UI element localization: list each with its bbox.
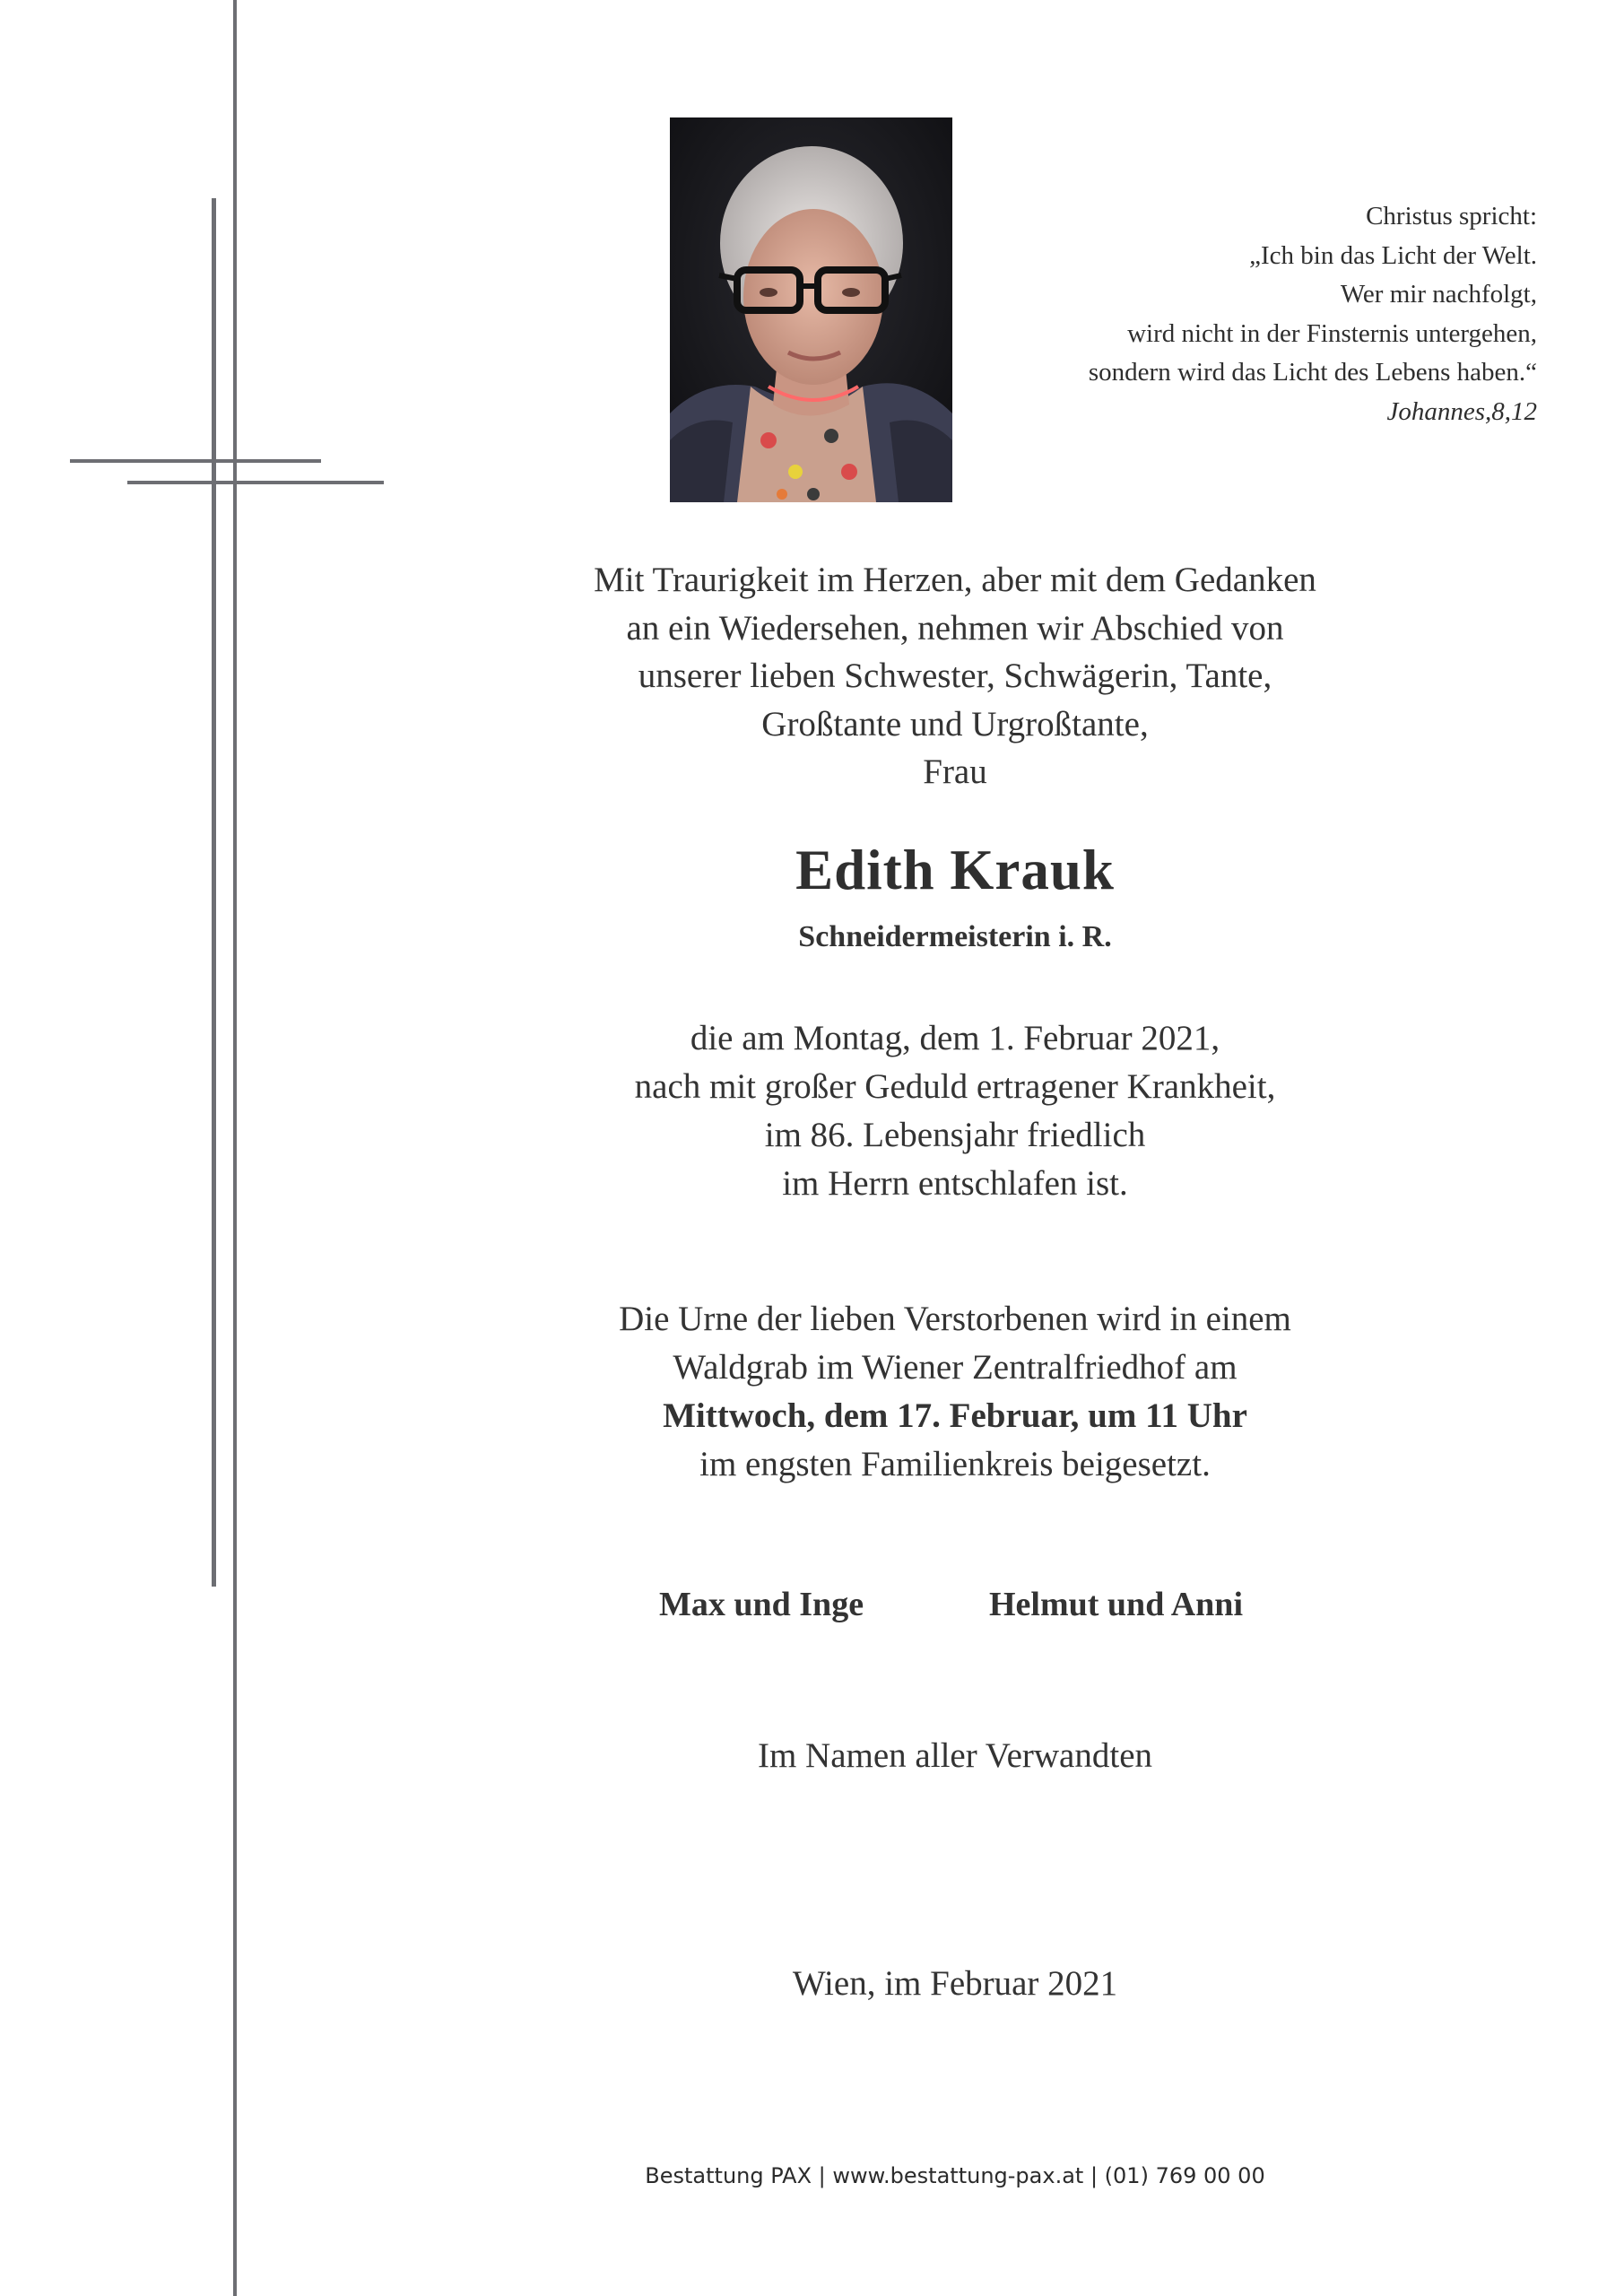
deceased-profession: Schneidermeisterin i. R. — [798, 920, 1112, 953]
deceased-name: Edith Krauk — [795, 839, 1115, 901]
quote-line: wird nicht in der Finsternis untergehen, — [1127, 318, 1537, 348]
burial-line: Die Urne der lieben Verstorbenen wird in einem — [619, 1300, 1291, 1338]
quote-line: Wer mir nachfolgt, — [1340, 280, 1537, 309]
intro-line: Frau — [923, 752, 987, 792]
burial-info — [502, 1295, 1408, 1489]
burial-date: Mittwoch, dem 17. Februar, um 11 Uhr — [663, 1396, 1247, 1435]
portrait-photo — [670, 117, 952, 502]
intro-line: an ein Wiedersehen, nehmen wir Abschied von — [626, 608, 1284, 648]
death-line: die am Montag, dem 1. Februar 2021, — [690, 1019, 1220, 1057]
quote-line: Christus spricht: — [1366, 202, 1537, 230]
cross-horizontal-bar-bottom — [127, 481, 384, 484]
footer-contact: Bestattung PAX | www.bestattung-pax.at | (01) 769 00 00 — [645, 2163, 1265, 2188]
cross-vertical-bar-right — [233, 0, 237, 2296]
death-line: im Herrn entschlafen ist. — [782, 1164, 1128, 1203]
death-line: nach mit großer Geduld ertragener Krankheit, — [634, 1067, 1276, 1106]
intro-line: unserer lieben Schwester, Schwägerin, Tante, — [638, 657, 1272, 696]
bible-quote — [963, 197, 1537, 431]
cross-vertical-bar-left — [212, 198, 216, 1587]
death-line: im 86. Lebensjahr friedlich — [764, 1116, 1146, 1154]
burial-line: Waldgrab im Wiener Zentralfriedhof am — [673, 1348, 1238, 1387]
burial-line: im engsten Familienkreis beigesetzt. — [699, 1445, 1211, 1483]
relatives-name: Max und Inge — [659, 1586, 864, 1623]
place-date: Wien, im Februar 2021 — [792, 1964, 1118, 2003]
quote-source: Johannes,8,12 — [1386, 396, 1537, 426]
relatives-name: Helmut und Anni — [989, 1586, 1243, 1623]
intro-line: Mit Traurigkeit im Herzen, aber mit dem Gedanken — [594, 561, 1316, 599]
portrait-illustration — [670, 117, 952, 502]
intro-line: Großtante und Urgroßtante, — [761, 704, 1149, 744]
all-relatives-line: Im Namen aller Verwandten — [757, 1736, 1153, 1775]
quote-line: „Ich bin das Licht der Welt. — [1249, 240, 1537, 270]
death-notice — [502, 1014, 1408, 1208]
quote-line: sondern wird das Licht des Lebens haben.“ — [1088, 358, 1537, 387]
cross-horizontal-bar-top — [70, 459, 321, 463]
intro-text — [502, 556, 1408, 796]
